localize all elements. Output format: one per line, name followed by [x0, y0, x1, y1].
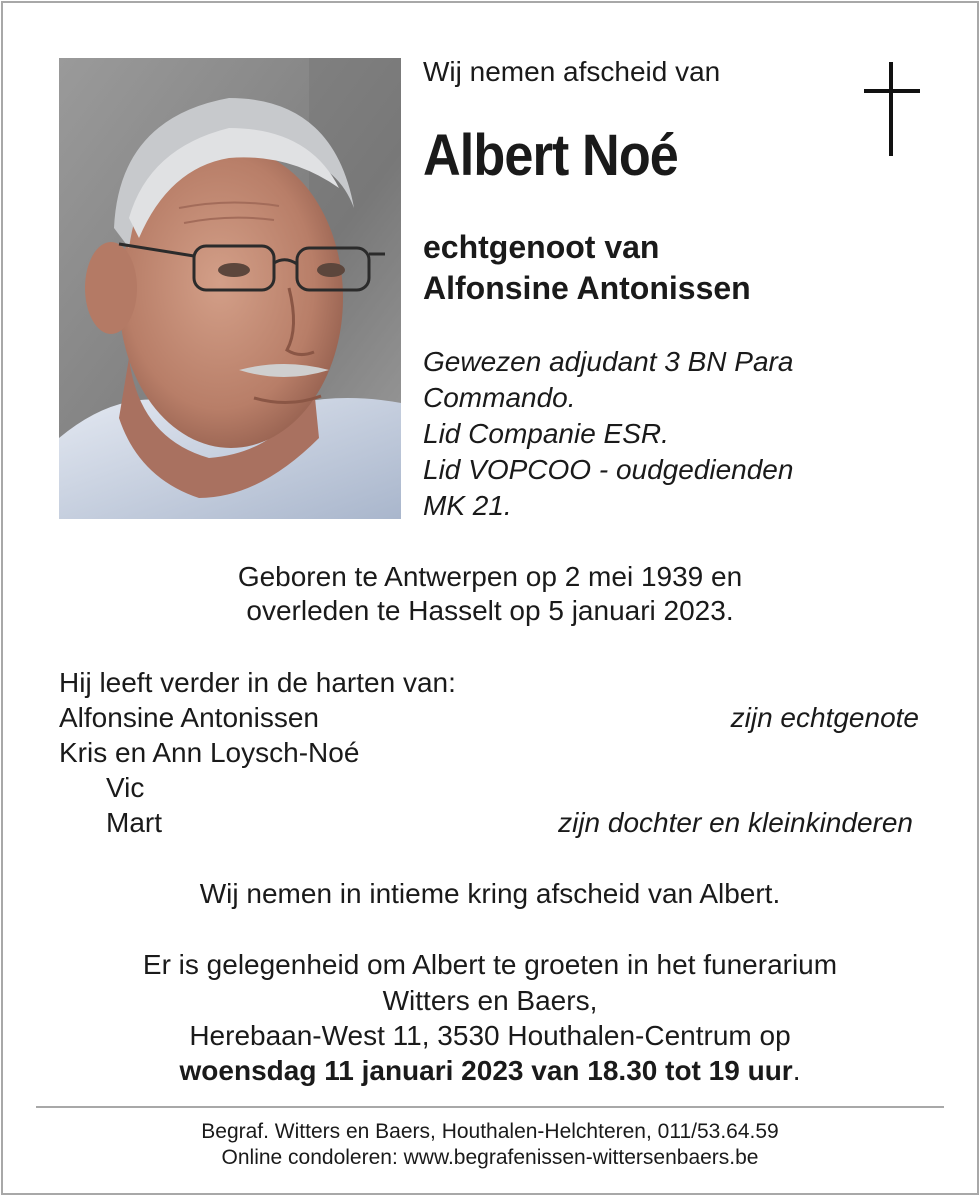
survivor-relation: zijn dochter en kleinkinderen [558, 807, 913, 838]
survivor-name: Mart [106, 807, 162, 838]
survivor-name: Alfonsine Antonissen [59, 702, 319, 733]
condolence-link[interactable]: Online condoleren: www.begrafenissen-wittersenbaers.be [221, 1146, 759, 1169]
visitation-date: woensdag 11 januari 2023 van 18.30 tot 19 uur [179, 1055, 793, 1086]
bio-line: MK 21. [423, 490, 512, 521]
birth-line: Geboren te Antwerpen op 2 mei 1939 en [237, 561, 743, 592]
deceased-name: Albert Noé [423, 123, 678, 188]
bio-line: Lid Companie ESR. [423, 418, 669, 449]
spouse-name: Alfonsine Antonissen [423, 270, 751, 306]
visitation-end: . [792, 1055, 801, 1086]
footer-divider [36, 1106, 944, 1108]
funeral-home-info: Begraf. Witters en Baers, Houthalen-Helchteren, 011/53.64.59 [201, 1120, 779, 1143]
portrait-photo [59, 58, 401, 519]
biography [423, 344, 793, 524]
latin-cross-icon [864, 62, 922, 165]
farewell-text: Wij nemen in intieme kring afscheid van Albert. [199, 878, 781, 909]
bio-line: Commando. [423, 382, 576, 413]
visitation-line: Herebaan-West 11, 3530 Houthalen-Centrum op [189, 1020, 791, 1051]
spouse-prefix: echtgenoot van [423, 229, 660, 265]
death-line: overleden te Hasselt op 5 januari 2023. [246, 595, 734, 626]
visitation-line: Witters en Baers, [382, 985, 598, 1016]
visitation-line: Er is gelegenheid om Albert te groeten in het funerarium [142, 949, 838, 980]
survivor-relation: zijn echtgenote [730, 702, 919, 733]
bio-line: Lid VOPCOO - oudgedienden [423, 454, 794, 485]
survivor-name: Kris en Ann Loysch-Noé [59, 737, 360, 768]
bio-line: Gewezen adjudant 3 BN Para [423, 346, 794, 377]
survivor-name: Vic [106, 772, 145, 803]
visitation-date-line [0, 1056, 980, 1086]
survivors-heading-text: Hij leeft verder in de harten van: [59, 667, 456, 698]
intro-text: Wij nemen afscheid van [423, 56, 721, 87]
